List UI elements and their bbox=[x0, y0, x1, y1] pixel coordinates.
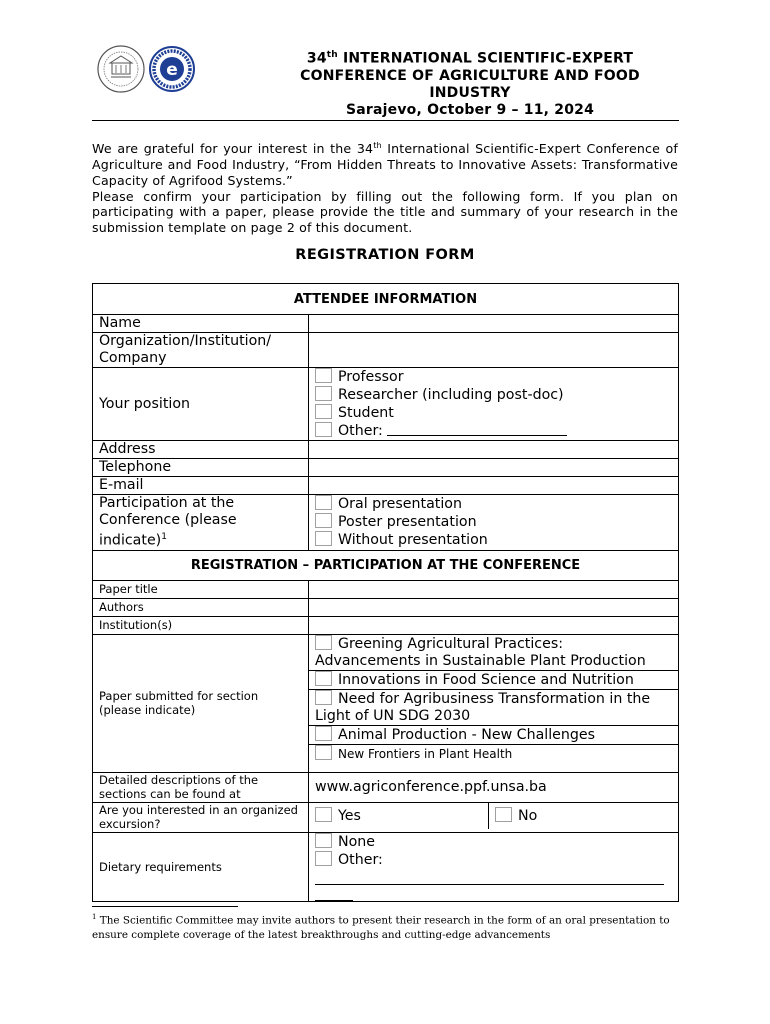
excursion-option-no[interactable]: No bbox=[489, 803, 678, 829]
checkbox-icon[interactable] bbox=[495, 807, 512, 822]
organization-label: Organization/Institution/ Company bbox=[93, 333, 309, 368]
address-label: Address bbox=[93, 441, 309, 459]
attendee-heading: ATTENDEE INFORMATION bbox=[93, 284, 679, 315]
faculty-logo-icon bbox=[150, 47, 194, 91]
telephone-label: Telephone bbox=[93, 459, 309, 477]
checkbox-icon[interactable] bbox=[315, 404, 332, 419]
checkbox-icon[interactable] bbox=[315, 807, 332, 822]
excursion-label: Are you interested in an organized excursion? bbox=[93, 802, 309, 832]
email-field[interactable] bbox=[309, 477, 679, 495]
registration-heading: REGISTRATION – PARTICIPATION AT THE CONFERENCE bbox=[93, 550, 679, 580]
checkbox-icon[interactable] bbox=[315, 690, 332, 705]
checkbox-icon[interactable] bbox=[315, 745, 332, 760]
participation-option-oral[interactable]: Oral presentation bbox=[315, 495, 672, 513]
section-options bbox=[309, 634, 679, 772]
intro-text: We are grateful for your interest in the 34th International Scientific-Expert Conference of Agriculture and Food Industry, “From Hidden Threats to Innovative Assets: Transformative Capacity of Agrifood Systems.” Please confirm your participation by filling out the following form. If you plan on participating with a paper, please provide the title and summary of your research in the submission template on page 2 of this document. bbox=[92, 141, 678, 236]
conference-website-link[interactable]: www.agriconference.ppf.unsa.ba bbox=[309, 772, 679, 802]
checkbox-icon[interactable] bbox=[315, 386, 332, 401]
checkbox-icon[interactable] bbox=[315, 726, 332, 741]
section-option-agribusiness[interactable]: Need for Agribusiness Transformation in the Light of UN SDG 2030 bbox=[315, 690, 651, 724]
name-field[interactable] bbox=[309, 315, 679, 333]
position-option-professor[interactable]: Professor bbox=[315, 368, 672, 386]
section-option-plant-health[interactable]: New Frontiers in Plant Health bbox=[315, 745, 672, 763]
checkbox-icon[interactable] bbox=[315, 531, 332, 546]
university-seal-icon bbox=[98, 46, 144, 92]
participation-options bbox=[309, 495, 679, 551]
conference-date: Sarajevo, October 9 – 11, 2024 bbox=[345, 101, 595, 118]
authors-field[interactable] bbox=[309, 598, 679, 616]
checkbox-icon[interactable] bbox=[315, 422, 332, 437]
footnote-divider bbox=[92, 906, 238, 907]
svg-text:e: e bbox=[166, 60, 178, 80]
paper-title-field[interactable] bbox=[309, 580, 679, 598]
checkbox-icon[interactable] bbox=[315, 368, 332, 383]
participation-option-none[interactable]: Without presentation bbox=[315, 531, 672, 549]
checkbox-icon[interactable] bbox=[315, 513, 332, 528]
registration-table bbox=[92, 283, 679, 902]
position-option-researcher[interactable]: Researcher (including post-doc) bbox=[315, 386, 672, 404]
other-blank-line[interactable] bbox=[387, 424, 567, 436]
university-logos bbox=[96, 44, 196, 94]
section-option-animal-production[interactable]: Animal Production - New Challenges bbox=[315, 726, 672, 744]
institutions-field[interactable] bbox=[309, 616, 679, 634]
name-label: Name bbox=[93, 315, 309, 333]
position-label: Your position bbox=[93, 368, 309, 441]
form-title: REGISTRATION FORM bbox=[295, 247, 475, 263]
section-option-food-science[interactable]: Innovations in Food Science and Nutrition bbox=[315, 671, 672, 689]
checkbox-icon[interactable] bbox=[315, 833, 332, 848]
checkbox-icon[interactable] bbox=[315, 671, 332, 686]
position-options bbox=[309, 368, 679, 441]
conference-title: 34th INTERNATIONAL SCIENTIFIC-EXPERT CONFERENCE OF AGRICULTURE AND FOOD INDUSTRY Sarajevo, October 9 – 11, 2024 bbox=[270, 47, 670, 119]
participation-option-poster[interactable]: Poster presentation bbox=[315, 513, 672, 531]
checkbox-icon[interactable] bbox=[315, 495, 332, 510]
footnote: $^1$ The Scientific Committee may invite authors to present their research in the form of an oral presentation to ensure complete coverage of the latest breakthroughs and cutting-edge advancements bbox=[92, 913, 670, 942]
dietary-option-other[interactable]: Other: bbox=[315, 851, 672, 869]
institutions-label: Institution(s) bbox=[93, 616, 309, 634]
section-label: Paper submitted for section (please indicate) bbox=[93, 634, 309, 772]
header-divider bbox=[92, 120, 679, 121]
section-option-greening[interactable]: Greening Agricultural Practices: Advancements in Sustainable Plant Production bbox=[315, 635, 646, 669]
address-field[interactable] bbox=[309, 441, 679, 459]
telephone-field[interactable] bbox=[309, 459, 679, 477]
position-option-other[interactable]: Other: bbox=[315, 422, 672, 440]
authors-label: Authors bbox=[93, 598, 309, 616]
organization-field[interactable] bbox=[309, 333, 679, 368]
checkbox-icon[interactable] bbox=[315, 851, 332, 866]
checkbox-icon[interactable] bbox=[315, 635, 332, 650]
descriptions-label: Detailed descriptions of the sections can be found at bbox=[93, 772, 309, 802]
dietary-other-line[interactable] bbox=[315, 869, 664, 885]
position-option-student[interactable]: Student bbox=[315, 404, 672, 422]
dietary-label: Dietary requirements bbox=[93, 832, 309, 901]
dietary-option-none[interactable]: None bbox=[315, 833, 672, 851]
excursion-option-yes[interactable]: Yes bbox=[309, 803, 489, 829]
email-label: E-mail bbox=[93, 477, 309, 495]
paper-title-label: Paper title bbox=[93, 580, 309, 598]
dietary-other-line-end[interactable] bbox=[315, 885, 353, 901]
dietary-options bbox=[309, 832, 679, 901]
excursion-options bbox=[309, 802, 679, 832]
participation-label: Participation at the Conference (please indicate)$^1$ bbox=[93, 495, 309, 551]
